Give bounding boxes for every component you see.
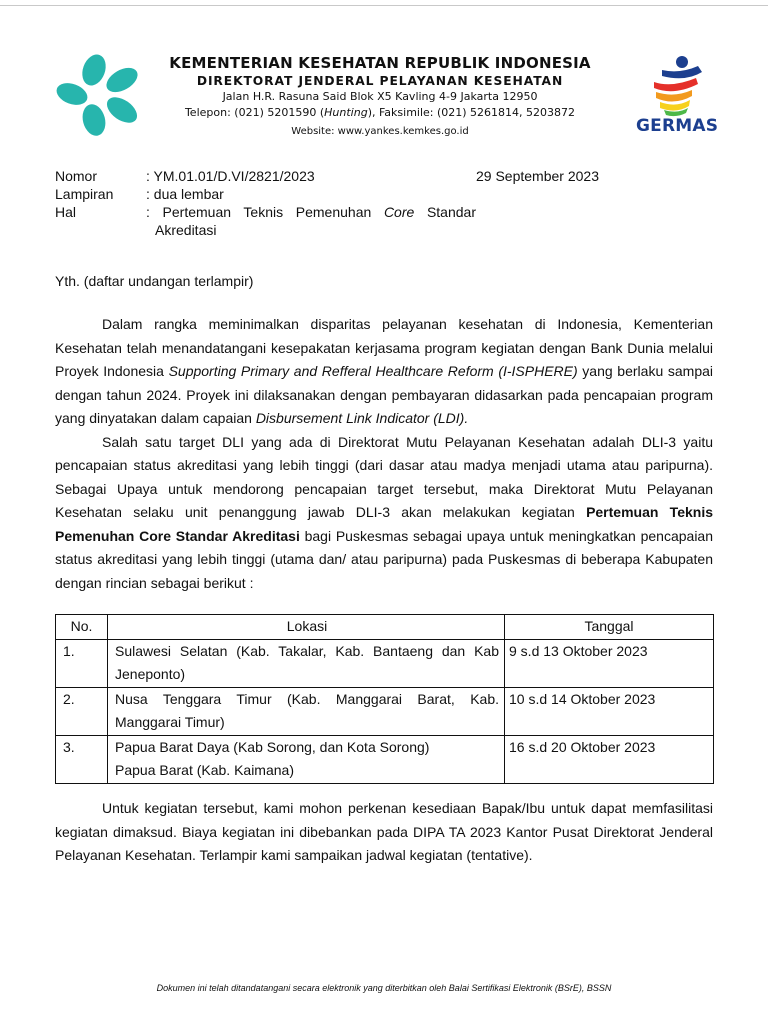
top-border-line (0, 5, 768, 6)
header-tanggal: Tanggal (505, 615, 714, 640)
hal-value (146, 203, 476, 221)
phone-hunting: Hunting (324, 106, 368, 119)
nomor-label: Nomor (55, 168, 98, 184)
phone-fax (130, 106, 630, 119)
table-row (56, 735, 714, 783)
table-row (56, 687, 714, 735)
paragraph-1-project-name: Supporting Primary and Refferal Healthcare Reform (I-ISPHERE) (168, 363, 578, 379)
hal-core-word: Core (383, 204, 415, 220)
lampiran-value: : dua lembar (146, 186, 224, 202)
row-no: 1. (56, 639, 108, 687)
nomor-value: : YM.01.01/D.VI/2821/2023 (146, 168, 315, 184)
hal-label: Hal (55, 204, 77, 220)
row-no: 2. (56, 687, 108, 735)
salutation: Yth. (daftar undangan terlampir) (55, 273, 254, 289)
paragraph-1-text-c: yang berlaku sampai dengan tahun 2024. Proyek ini dilaksanakan dengan pembayaran didasarkan pada pencapaian program yang dinyatakan dalam capaian (55, 363, 713, 426)
paragraph-1-indicator: Disbursement Link Indicator (LDI). (255, 410, 469, 426)
letter-body (55, 313, 713, 595)
directorate-name: DIREKTORAT JENDERAL PELAYANAN KESEHATAN (196, 74, 564, 88)
hal-value-part3: Akreditasi (155, 222, 217, 238)
letter-date: 29 September 2023 (476, 168, 599, 184)
paragraph-2 (55, 431, 713, 596)
paragraph-1 (55, 313, 713, 431)
paragraph-2-text-c: bagi Puskesmas sebagai upaya untuk meningkatkan pencapaian status akreditasi yang lebih tinggi (utama dan/ atau paripurna) pada Puskesmas di beberapa Kabupaten dengan rincian sebagai berikut : (55, 527, 713, 591)
hal-row-continued (55, 221, 476, 239)
reference-block (55, 167, 476, 239)
header-no: No. (56, 615, 108, 640)
paragraph-2-event-name: Pertemuan Teknis Pemenuhan Core Standar Akreditasi (55, 504, 713, 544)
table-row (56, 639, 714, 687)
row-tanggal: 10 s.d 14 Oktober 2023 (505, 687, 714, 735)
header-lokasi: Lokasi (108, 615, 505, 640)
closing-text: Untuk kegiatan tersebut, kami mohon perkenan kesediaan Bapak/Ibu untuk dapat memfasilitasi kegiatan dimaksud. Biaya kegiatan ini dibebankan pada DIPA TA 2023 Kantor Pusat Direktorat Jenderal Pelayanan Kesehatan. Terlampir kami sampaikan jadwal kegiatan (tentative). (55, 800, 713, 863)
table-header-row (56, 615, 714, 640)
row-lokasi-line2: Papua Barat (Kab. Kaimana) (115, 762, 294, 778)
e-signature-footer: Dokumen ini telah ditandatangani secara elektronik yang diterbitkan oleh Balai Sertifikasi Elektronik (BSrE), BSSN (156, 983, 612, 993)
hal-row (55, 203, 476, 221)
location-table (55, 614, 714, 784)
row-lokasi-line1: Papua Barat Daya (Kab Sorong, dan Kota Sorong) (115, 738, 430, 755)
letterhead (130, 54, 630, 137)
nomor-row (55, 167, 476, 185)
phone-prefix: Telepon: (021) 5201590 ( (184, 106, 325, 119)
row-lokasi (108, 735, 505, 783)
address: Jalan H.R. Rasuna Said Blok X5 Kavling 4-9 Jakarta 12950 (222, 90, 538, 103)
phone-suffix: ), Faksimile: (021) 5261814, 5203872 (367, 106, 576, 119)
website: Website: www.yankes.kemkes.go.id (291, 126, 469, 137)
lampiran-row (55, 185, 476, 203)
row-tanggal: 16 s.d 20 Oktober 2023 (505, 735, 714, 783)
closing-paragraph (55, 797, 713, 868)
ministry-name: KEMENTERIAN KESEHATAN REPUBLIK INDONESIA (169, 54, 591, 72)
row-lokasi: Nusa Tenggara Timur (Kab. Manggarai Barat, Kab. Manggarai Timur) (108, 687, 505, 735)
hal-value-part1: : Pertemuan Teknis Pemenuhan (146, 204, 372, 220)
lampiran-label: Lampiran (55, 186, 114, 202)
row-no: 3. (56, 735, 108, 783)
germas-wordmark: GERMAS (636, 116, 719, 136)
paragraph-1-text-a: Dalam rangka meminimalkan disparitas pelayanan kesehatan di Indonesia, Kementerian Kesehatan telah menandatangani kesepakatan kerjasama program kegiatan dengan Bank Dunia melalui Proyek Indonesia (55, 316, 713, 379)
row-lokasi: Sulawesi Selatan (Kab. Takalar, Kab. Bantaeng dan Kab Jeneponto) (108, 639, 505, 687)
paragraph-2-text-a: Salah satu target DLI yang ada di Direktorat Mutu Pelayanan Kesehatan adalah DLI-3 yaitu pencapaian status akreditasi yang lebih tinggi (dari dasar atau madya menjadi utama atau paripurna). Sebagai Upaya untuk mendorong pencapaian target tersebut, maka Direktorat Mutu Pelayanan Kesehatan selaku unit penanggung jawab DLI-3 akan melakukan kegiatan (55, 433, 713, 520)
row-tanggal: 9 s.d 13 Oktober 2023 (505, 639, 714, 687)
hal-value-part2: Standar (426, 204, 476, 220)
